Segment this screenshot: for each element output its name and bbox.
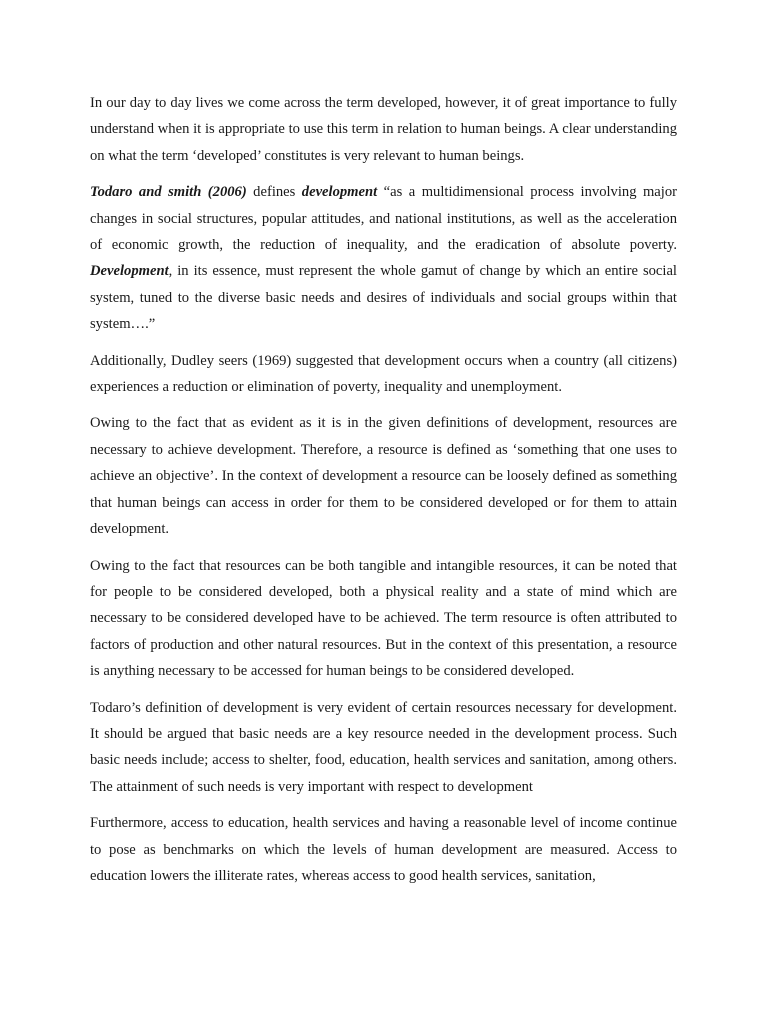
definition-quote-start: “as a multidimensional process involving major changes in social structures, popular attitudes, and national institutions, as well as the acceleration of economic growth, the reduction of inequality, and the eradication of absolute poverty. <box>90 184 677 254</box>
paragraph-tangible-resources: Owing to the fact that resources can be both tangible and intangible resources, it can be noted that for people to be considered developed, both a physical reality and a state of mind which are necessary to be considered developed have to be achieved. The term resource is often attributed to factors of production and other natural resources. But in the context of this presentation, a resource is anything necessary to be accessed for human beings to be considered developed. <box>90 557 677 680</box>
document-page <box>90 90 677 899</box>
paragraph-benchmarks: Furthermore, access to education, health services and having a reasonable level of income continue to pose as benchmarks on which the levels of human development are measured. Access to education lowers the illiterate rates, whereas access to good health services, sanitation, <box>90 815 677 884</box>
term-development-2: Development <box>90 263 169 280</box>
paragraph-dudley-seers: Additionally, Dudley seers (1969) suggested that development occurs when a country (all citizens) experiences a reduction or elimination of poverty, inequality and unemployment. <box>90 352 677 396</box>
paragraph-todaro-definition <box>90 179 677 337</box>
paragraph-basic-needs: Todaro’s definition of development is very evident of certain resources necessary for development. It should be argued that basic needs are a key resource needed in the development process. Such basic needs include; access to shelter, food, education, health services and sanitation, among others. The attainment of such needs is very important with respect to development <box>90 699 677 795</box>
paragraph-resources-definition: Owing to the fact that as evident as it is in the given definitions of development, resources are necessary to achieve development. Therefore, a resource is defined as ‘something that one uses to achieve an objective’. In the context of development a resource can be loosely defined as something that human beings can access in order for them to be considered developed or for them to attain development. <box>90 415 677 538</box>
definition-quote-end: , in its essence, must represent the whole gamut of change by which an entire social system, tuned to the diverse basic needs and desires of individuals and social groups within that system….” <box>90 263 677 333</box>
term-development: development <box>301 184 378 201</box>
definition-verb: defines <box>246 184 302 201</box>
paragraph-intro: In our day to day lives we come across the term developed, however, it of great importance to fully understand when it is appropriate to use this term in relation to human beings. A clear understanding on what the term ‘developed’ constitutes is very relevant to human beings. <box>90 95 677 164</box>
citation-todaro-smith: Todaro and smith (2006) <box>90 184 247 201</box>
